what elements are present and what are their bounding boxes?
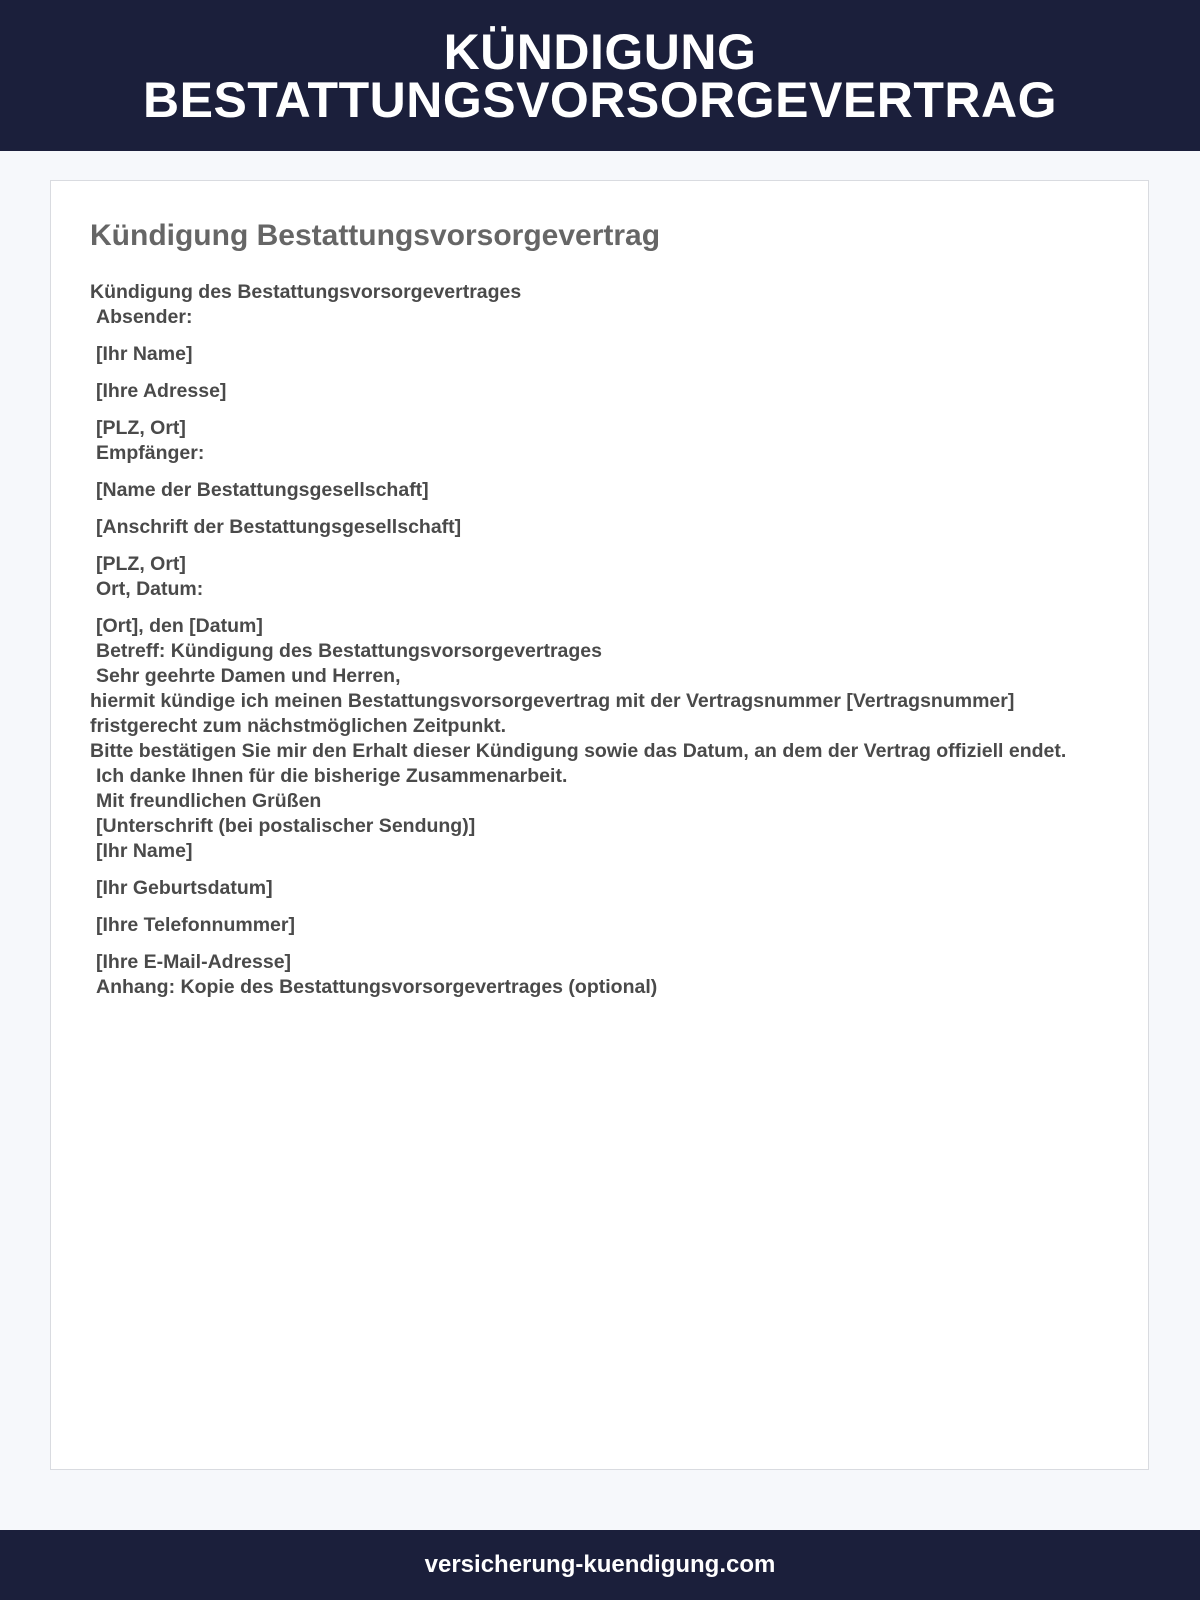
letter-line-email: [Ihre E-Mail-Adresse] <box>96 951 292 973</box>
letter-card <box>50 180 1149 1470</box>
page-title-line-1: KÜNDIGUNG <box>443 23 757 80</box>
letter-line-closing: Mit freundlichen Grüßen <box>96 790 322 812</box>
letter-line-body-1: hiermit kündige ich meinen Bestattungsvorsorgevertrag mit der Vertragsnummer [Vertragsnummer] <box>90 690 1015 712</box>
page-footer <box>0 1530 1200 1600</box>
letter-line-place-date-label: Ort, Datum: <box>96 578 204 600</box>
letter-line-salutation: Sehr geehrte Damen und Herren, <box>96 665 401 687</box>
letter-line-place-date: [Ort], den [Datum] <box>96 615 263 637</box>
letter-line-subject-intro: Kündigung des Bestattungsvorsorgevertrages <box>90 281 522 303</box>
letter-line-thanks: Ich danke Ihnen für die bisherige Zusammenarbeit. <box>96 765 568 787</box>
letter-line-birthdate: [Ihr Geburtsdatum] <box>96 877 273 899</box>
letter-line-recipient-city: [PLZ, Ort] <box>96 553 186 575</box>
letter-line-subject: Betreff: Kündigung des Bestattungsvorsorgevertrages <box>96 640 603 662</box>
letter-line-body-2: fristgerecht zum nächstmöglichen Zeitpunkt. <box>90 715 507 737</box>
letter-line-sender-city: [PLZ, Ort] <box>96 417 186 439</box>
letter-line-signer-name: [Ihr Name] <box>96 840 193 862</box>
letter-line-recipient-name: [Name der Bestattungsgesellschaft] <box>96 479 429 501</box>
letter-line-recipient-address: [Anschrift der Bestattungsgesellschaft] <box>96 516 462 538</box>
page-title-line-2: BESTATTUNGSVORSORGEVERTRAG <box>143 71 1057 128</box>
page-header <box>0 0 1200 151</box>
letter-line-phone: [Ihre Telefonnummer] <box>96 914 295 936</box>
letter-line-signature: [Unterschrift (bei postalischer Sendung)] <box>96 815 476 837</box>
letter-line-sender-address: [Ihre Adresse] <box>96 380 227 402</box>
letter-line-sender-name: [Ihr Name] <box>96 343 193 365</box>
letter-line-sender-label: Absender: <box>96 306 193 328</box>
footer-site-name: versicherung-kuendigung.com <box>424 1551 776 1578</box>
letter-line-attachment: Anhang: Kopie des Bestattungsvorsorgevertrages (optional) <box>96 976 658 998</box>
page-title <box>143 23 1057 128</box>
letter-heading: Kündigung Bestattungsvorsorgevertrag <box>90 219 661 252</box>
letter-line-body-3: Bitte bestätigen Sie mir den Erhalt dieser Kündigung sowie das Datum, an dem der Vertrag offiziell endet. <box>90 740 1067 762</box>
letter-line-recipient-label: Empfänger: <box>96 442 205 464</box>
